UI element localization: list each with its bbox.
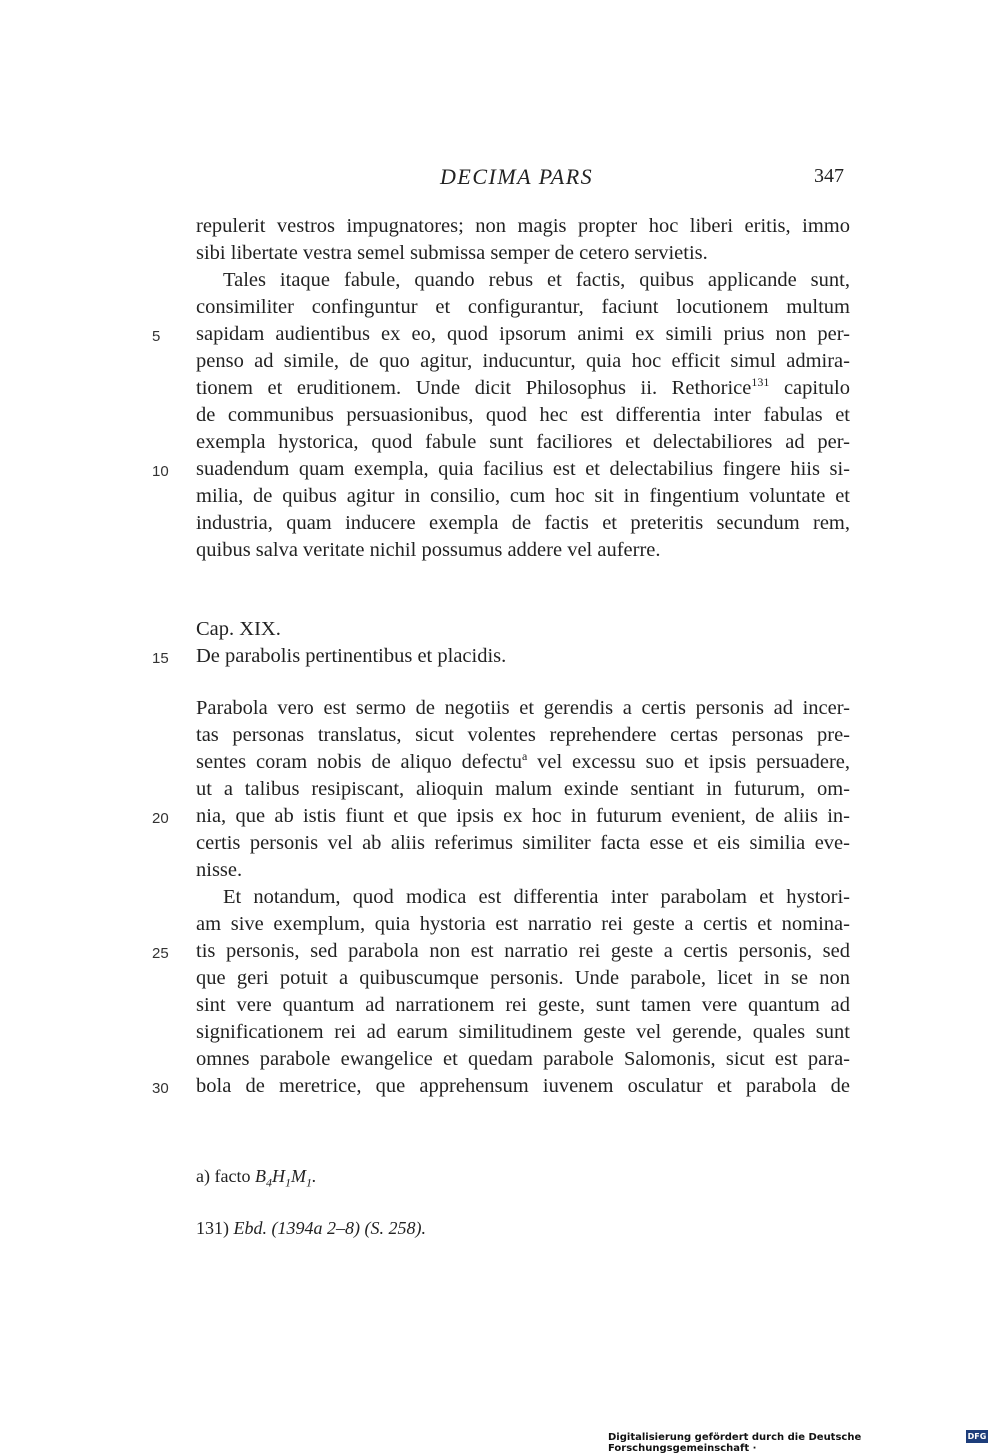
text-line: penso ad simile, de quo agitur, inducuntur, quia hoc efficit simul admira- bbox=[196, 350, 850, 372]
text-line: sint vere quantum ad narrationem rei geste, sunt tamen vere quantum ad bbox=[196, 994, 850, 1016]
footnote-131 bbox=[196, 1218, 426, 1239]
running-header-title: DECIMA PARS bbox=[440, 164, 594, 189]
text-line: nisse. bbox=[196, 859, 243, 881]
text-line bbox=[196, 749, 850, 776]
line-number: 15 bbox=[152, 650, 169, 667]
text-line: nia, que ab istis fiunt et que ipsis ex hoc in futurum evenient, de aliis in- bbox=[196, 805, 850, 827]
text-line: que geri potuit a quibuscumque personis. Unde parabole, licet in se non bbox=[196, 967, 850, 989]
text-line: bola de meretrice, que apprehensum iuvenem osculatur et parabola de bbox=[196, 1075, 850, 1097]
text-line: industria, quam inducere exempla de factis et preteritis secundum rem, bbox=[196, 512, 850, 534]
text-segment: sentes coram nobis de aliquo defectu bbox=[196, 751, 522, 773]
line-number: 20 bbox=[152, 810, 169, 827]
text-line: sibi libertate vestra semel submissa semper de cetero servietis. bbox=[196, 242, 708, 264]
text-line: suadendum quam exempla, quia facilius est et delectabilius fingere hiis si- bbox=[196, 458, 850, 480]
sigla: $B_4H_1M_1$. bbox=[254, 1166, 317, 1190]
text-line: significationem rei ad earum similitudinem geste vel gerende, quales sunt bbox=[196, 1021, 850, 1043]
dfg-logo-icon: DFG bbox=[967, 1432, 987, 1441]
digitization-credit: Digitalisierung gefördert durch die Deutsche Forschungsgemeinschaft · bbox=[608, 1432, 862, 1454]
footnote-label: a) facto bbox=[196, 1166, 255, 1186]
text-line: milia, de quibus agitur in consilio, cum hoc sit in fingentium voluntate et bbox=[196, 485, 850, 507]
page-number: 347 bbox=[814, 165, 844, 187]
text-line: Tales itaque fabule, quando rebus et factis, quibus applicande sunt, bbox=[223, 269, 850, 291]
text-line: consimiliter confinguntur et configurantur, faciunt locutionem multum bbox=[196, 296, 850, 318]
text-line: repulerit vestros impugnatores; non magis propter hoc liberi eritis, immo bbox=[196, 215, 850, 237]
text-line: quibus salva veritate nichil possumus addere vel auferre. bbox=[196, 539, 661, 561]
chapter-number: Cap. XIX. bbox=[196, 618, 281, 640]
footnote-label: 131) bbox=[196, 1218, 234, 1238]
text-line: ut a talibus resipiscant, alioquin malum exinde sentiant in futurum, om- bbox=[196, 778, 850, 800]
text-line: am sive exemplum, quia hystoria est narratio rei geste a certis et nomina- bbox=[196, 913, 850, 935]
text-line: certis personis vel ab aliis referimus similiter facta esse et eis similia eve- bbox=[196, 832, 850, 854]
text-line: Parabola vero est sermo de negotiis et gerendis a certis personis ad incer- bbox=[196, 697, 850, 719]
text-line: de communibus persuasionibus, quod hec est differentia inter fabulas et bbox=[196, 404, 850, 426]
text-line: tas personas translatus, sicut volentes reprehendere certas personas pre- bbox=[196, 724, 850, 746]
chapter-title: De parabolis pertinentibus et placidis. bbox=[196, 645, 507, 667]
line-number: 25 bbox=[152, 945, 169, 962]
text-line: tis personis, sed parabola non est narratio rei geste a certis personis, sed bbox=[196, 940, 850, 962]
text-line: omnes parabole ewangelice et quedam parabole Salomonis, sicut est para- bbox=[196, 1048, 850, 1070]
footnote-ref-131: 131 bbox=[751, 375, 770, 390]
text-line bbox=[196, 375, 850, 402]
footnote-ref-a: a bbox=[521, 749, 528, 764]
text-line: Et notandum, quod modica est differentia inter parabolam et hystori- bbox=[223, 886, 850, 908]
line-number: 30 bbox=[152, 1080, 169, 1097]
line-number: 10 bbox=[152, 463, 169, 480]
text-line: exempla hystorica, quod fabule sunt faciliores et delectabiliores ad per- bbox=[196, 431, 850, 453]
text-line: sapidam audientibus ex eo, quod ipsorum animi ex simili prius non per- bbox=[196, 323, 850, 345]
text-segment: tionem et eruditionem. Unde dicit Philosophus ii. Rethorice bbox=[196, 377, 752, 399]
footnote-text: Ebd. (1394a 2–8) (S. 258). bbox=[233, 1218, 426, 1238]
text-segment: capitulo bbox=[769, 377, 850, 399]
line-number: 5 bbox=[152, 328, 161, 345]
footnote-a bbox=[196, 1166, 317, 1190]
text-segment: vel excessu suo et ipsis persuadere, bbox=[527, 751, 850, 773]
